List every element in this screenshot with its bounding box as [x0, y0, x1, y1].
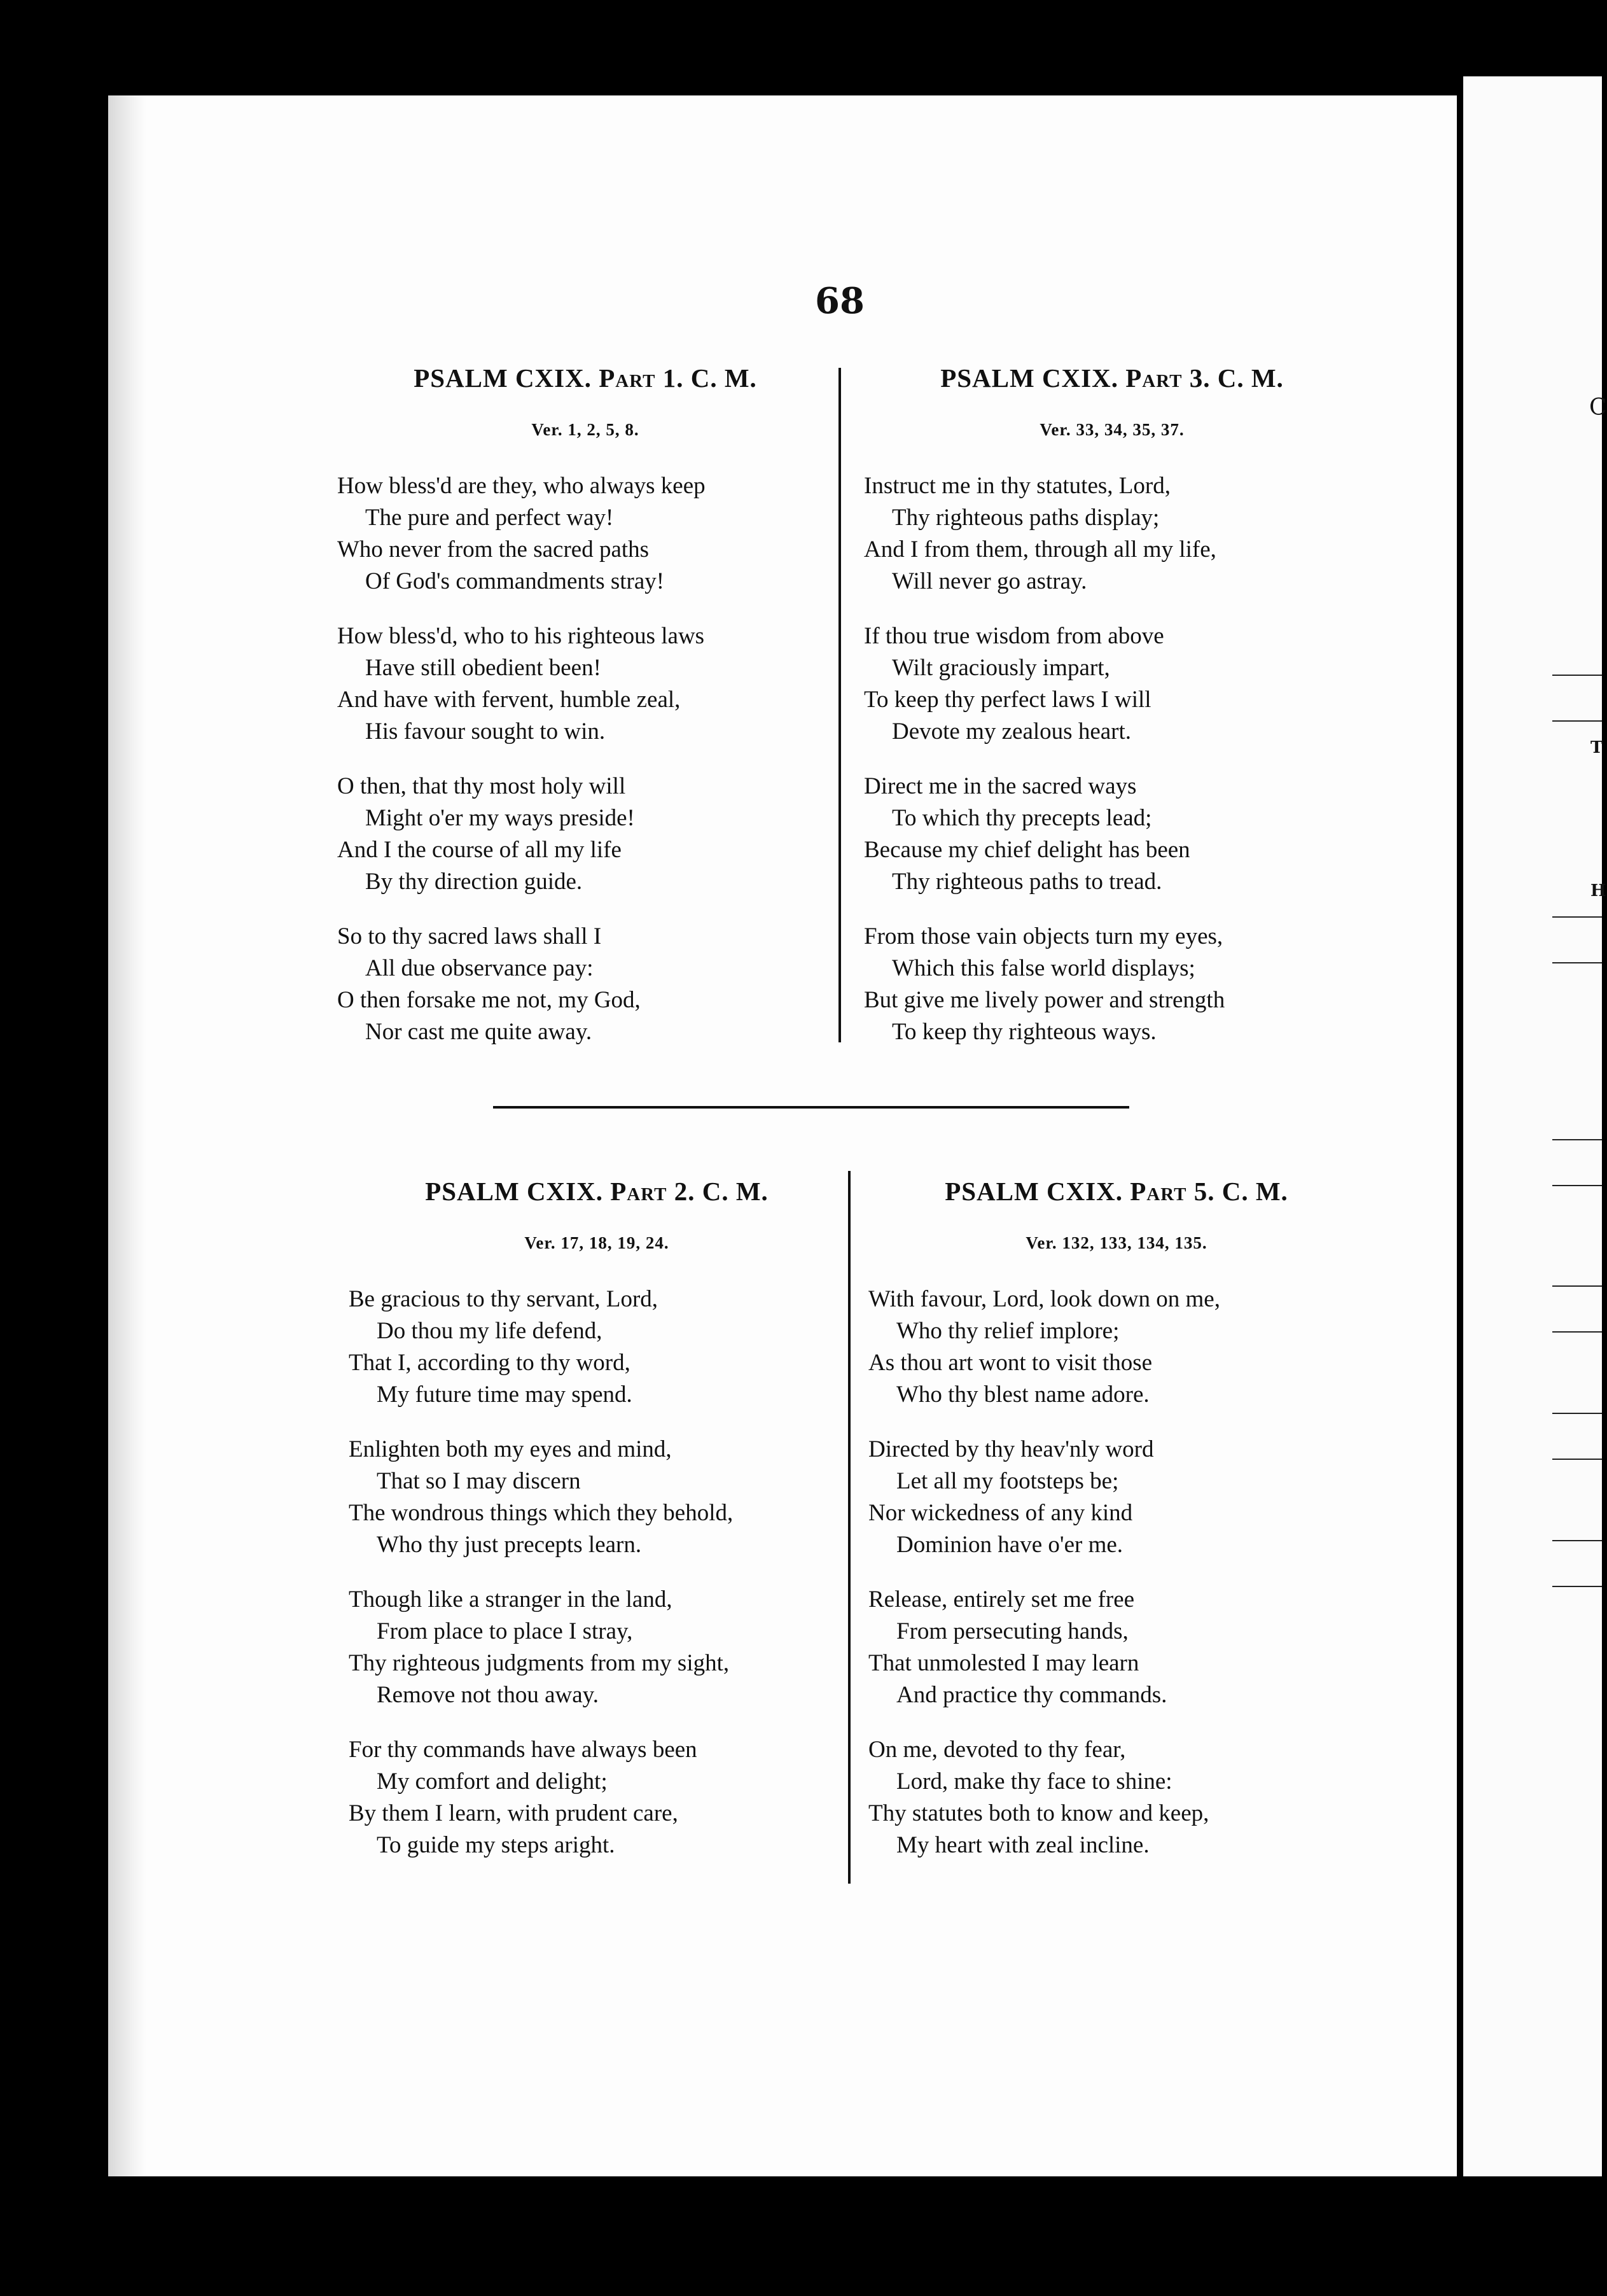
verse-line: The wondrous things which they behold,	[349, 1500, 734, 1526]
verse-line: Nor wickedness of any kind	[868, 1500, 1133, 1526]
verse-line: That unmolested I may learn	[868, 1650, 1139, 1676]
verse-line: With favour, Lord, look down on me,	[868, 1286, 1220, 1312]
verse-line: That so I may discern	[377, 1468, 581, 1494]
psalm-heading	[337, 363, 833, 393]
verse-line: Do thou my life defend,	[377, 1318, 602, 1344]
verse-line: On me, devoted to thy fear,	[868, 1737, 1126, 1763]
facing-page-letter: H	[1590, 881, 1606, 900]
stanza	[868, 1434, 1365, 1561]
psalm-meter: C. M.	[1217, 363, 1284, 393]
verse-line: Who thy just precepts learn.	[377, 1532, 642, 1558]
verse-line: Thy righteous judgments from my sight,	[349, 1650, 730, 1676]
verse-line: Wilt graciously impart,	[892, 655, 1110, 681]
stanza	[349, 1734, 845, 1861]
section-divider-rule	[493, 1106, 1129, 1109]
verse-line: If thou true wisdom from above	[864, 623, 1164, 649]
verse-line: Direct me in the sacred ways	[864, 773, 1137, 799]
psalm-part-2	[349, 1176, 845, 1884]
stanza	[864, 620, 1360, 748]
verse-line: Thy righteous paths display;	[892, 505, 1160, 531]
verse-line: Who thy relief implore;	[896, 1318, 1120, 1344]
psalm-part-1	[337, 363, 833, 1071]
verse-line: Enlighten both my eyes and mind,	[349, 1436, 672, 1462]
verse-line: From place to place I stray,	[377, 1618, 633, 1644]
stanza	[868, 1734, 1365, 1861]
verse-line: Dominion have o'er me.	[896, 1532, 1124, 1558]
verse-line: Lord, make thy face to shine:	[896, 1768, 1172, 1795]
verse-line: Which this false world displays;	[892, 955, 1195, 981]
psalm-title: PSALM CXIX.	[940, 363, 1118, 393]
psalm-title: PSALM CXIX.	[414, 363, 592, 393]
stanza	[349, 1434, 845, 1561]
stanza	[864, 921, 1360, 1048]
verse-line: To keep thy righteous ways.	[892, 1019, 1157, 1045]
psalm-heading	[864, 363, 1360, 393]
verse-reference: Ver. 1, 2, 5, 8.	[531, 420, 639, 439]
verse-line: Have still obedient been!	[365, 655, 601, 681]
verse-line: Might o'er my ways preside!	[365, 805, 635, 831]
verse-reference: Ver. 132, 133, 134, 135.	[1026, 1233, 1207, 1252]
verse-line: By them I learn, with prudent care,	[349, 1800, 678, 1826]
verse-line: Who never from the sacred paths	[337, 536, 650, 563]
column-rule	[838, 368, 841, 1042]
music-staff-fragment	[1552, 916, 1602, 963]
verse-line: Of God's commandments stray!	[365, 568, 665, 594]
verse-line: Though like a stranger in the land,	[349, 1586, 672, 1613]
verse-line: O then forsake me not, my God,	[337, 987, 641, 1013]
verse-line: Will never go astray.	[892, 568, 1087, 594]
verse-line: Let all my footsteps be;	[896, 1468, 1119, 1494]
verse-line: And have with fervent, humble zeal,	[337, 687, 681, 713]
stanza	[337, 620, 833, 748]
psalm-title: PSALM CXIX.	[425, 1177, 603, 1206]
verse-line: To keep thy perfect laws I will	[864, 687, 1151, 713]
verse-line: Directed by thy heav'nly word	[868, 1436, 1154, 1462]
psalm-part-label: Part 3.	[1125, 363, 1211, 393]
verse-line: Devote my zealous heart.	[892, 718, 1132, 745]
verse-line: My future time may spend.	[377, 1382, 632, 1408]
verse-line: His favour sought to win.	[365, 718, 606, 745]
verse-line: Because my chief delight has been	[864, 837, 1190, 863]
stanza	[864, 771, 1360, 898]
page-gutter-shadow	[108, 95, 146, 2176]
music-staff-fragment	[1552, 1413, 1602, 1460]
verse-line: As thou art wont to visit those	[868, 1350, 1153, 1376]
verse-line: All due observance pay:	[365, 955, 594, 981]
verse-line: My heart with zeal incline.	[896, 1832, 1150, 1858]
verse-reference: Ver. 17, 18, 19, 24.	[524, 1233, 669, 1252]
stanza	[349, 1284, 845, 1411]
hymn-text	[868, 1284, 1365, 1861]
psalm-part-label: Part 2.	[610, 1177, 695, 1206]
stanza	[868, 1584, 1365, 1711]
verse-line: How bless'd, who to his righteous laws	[337, 623, 705, 649]
verse-line: And practice thy commands.	[896, 1682, 1167, 1708]
stanza	[337, 921, 833, 1048]
stanza	[864, 470, 1360, 598]
verse-line: That I, according to thy word,	[349, 1350, 630, 1376]
verse-reference: Ver. 33, 34, 35, 37.	[1040, 420, 1185, 439]
facing-page-fragment	[1463, 76, 1602, 2176]
page-number: 68	[815, 280, 865, 322]
psalm-part-5	[868, 1176, 1365, 1884]
verse-line: By thy direction guide.	[365, 869, 583, 895]
column-rule	[848, 1171, 851, 1884]
hymn-text	[864, 470, 1360, 1048]
facing-page-letter: C	[1589, 395, 1607, 421]
verse-line: Be gracious to thy servant, Lord,	[349, 1286, 658, 1312]
verse-line: To guide my steps aright.	[377, 1832, 615, 1858]
music-staff-fragment	[1552, 1139, 1602, 1186]
verse-line: Instruct me in thy statutes, Lord,	[864, 473, 1171, 499]
verse-line: From persecuting hands,	[896, 1618, 1129, 1644]
music-staff-fragment	[1552, 1285, 1602, 1333]
psalm-part-3	[864, 363, 1360, 1071]
verse-line: But give me lively power and strength	[864, 987, 1225, 1013]
music-staff-fragment	[1552, 675, 1602, 722]
hymn-text	[349, 1284, 845, 1861]
verse-line: And I the course of all my life	[337, 837, 622, 863]
stanza	[868, 1284, 1365, 1411]
hymn-text	[337, 470, 833, 1048]
psalm-heading	[868, 1176, 1365, 1207]
psalm-part-label: Part 1.	[599, 363, 684, 393]
verse-line: To which thy precepts lead;	[892, 805, 1152, 831]
psalm-meter: C. M.	[1221, 1177, 1288, 1206]
stanza	[337, 771, 833, 898]
verse-line: Remove not thou away.	[377, 1682, 599, 1708]
verse-line: My comfort and delight;	[377, 1768, 608, 1795]
verse-line: The pure and perfect way!	[365, 505, 614, 531]
music-staff-fragment	[1552, 1540, 1602, 1587]
verse-line: Who thy blest name adore.	[896, 1382, 1150, 1408]
facing-page-letter: T	[1590, 738, 1603, 757]
verse-line: And I from them, through all my life,	[864, 536, 1216, 563]
psalm-heading	[349, 1176, 845, 1207]
psalm-part-label: Part 5.	[1130, 1177, 1215, 1206]
psalm-title: PSALM CXIX.	[945, 1177, 1123, 1206]
stanza	[337, 470, 833, 598]
stanza	[349, 1584, 845, 1711]
psalm-meter: C. M.	[690, 363, 757, 393]
psalm-meter: C. M.	[702, 1177, 769, 1206]
verse-line: O then, that thy most holy will	[337, 773, 626, 799]
verse-line: From those vain objects turn my eyes,	[864, 923, 1223, 949]
verse-line: Release, entirely set me free	[868, 1586, 1135, 1613]
verse-line: Nor cast me quite away.	[365, 1019, 592, 1045]
verse-line: Thy statutes both to know and keep,	[868, 1800, 1209, 1826]
verse-line: Thy righteous paths to tread.	[892, 869, 1162, 895]
verse-line: For thy commands have always been	[349, 1737, 697, 1763]
verse-line: How bless'd are they, who always keep	[337, 473, 706, 499]
verse-line: So to thy sacred laws shall I	[337, 923, 602, 949]
